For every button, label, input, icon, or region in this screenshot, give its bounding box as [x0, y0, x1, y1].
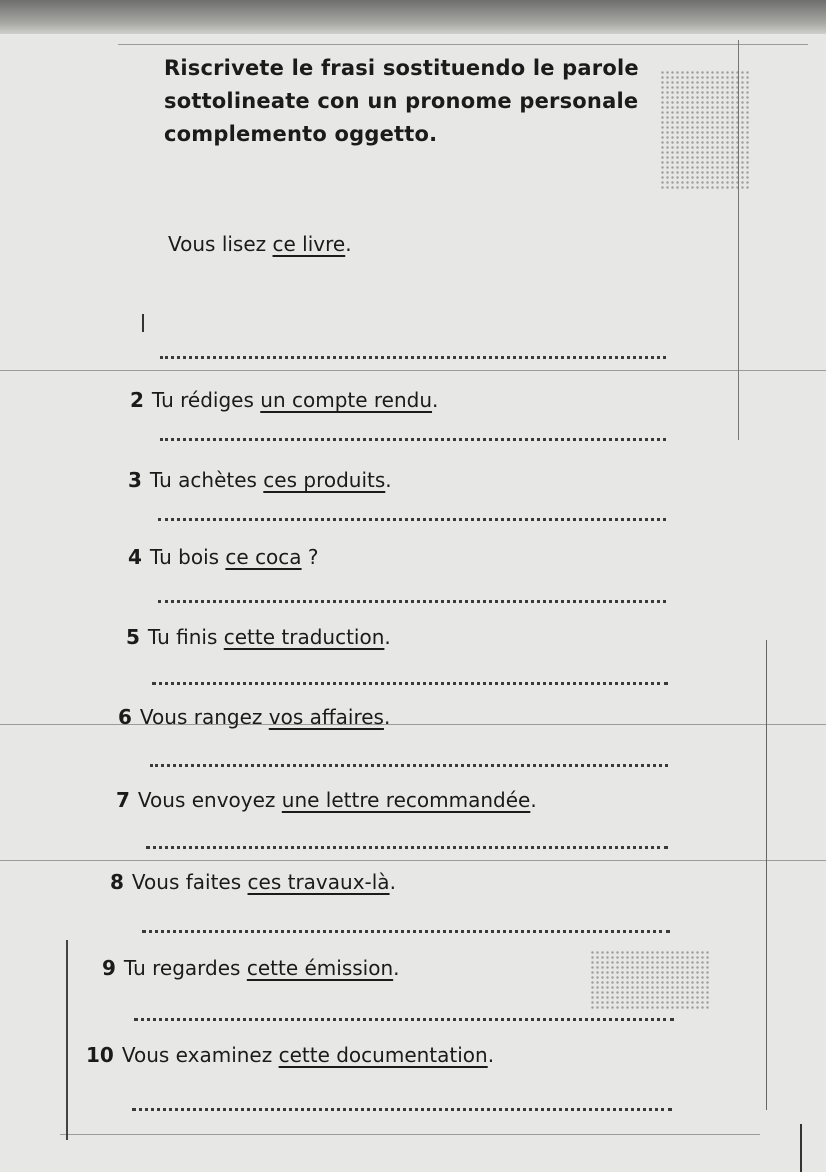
ruled-line — [60, 1134, 760, 1135]
item-text: Vous envoyez — [137, 788, 282, 812]
exercise-instructions: Riscrivete le frasi sostituendo le parole sottolineate con un pronome personale complemento oggetto. — [164, 56, 639, 146]
item-text: Tu achètes — [149, 468, 264, 492]
underlined-words: ce coca — [225, 545, 302, 569]
answer-line[interactable] — [142, 930, 670, 933]
exercise-item — [102, 956, 400, 980]
item-text: Vous rangez — [139, 705, 269, 729]
exercise-item — [126, 625, 391, 649]
paper-edge — [766, 640, 767, 1110]
item-number: 9 — [102, 956, 116, 980]
exercise-item — [128, 468, 392, 492]
print-noise — [590, 950, 710, 1010]
underlined-words: cette émission — [246, 956, 394, 980]
underlined-words: vos affaires — [268, 705, 384, 729]
item-text: Vous faites — [131, 870, 248, 894]
item-punctuation: . — [393, 956, 400, 980]
exercise-item — [128, 545, 319, 569]
answer-line[interactable] — [150, 764, 668, 767]
item-text: Vous lisez — [168, 232, 273, 256]
paper-edge — [66, 940, 68, 1140]
item-number: 7 — [116, 788, 130, 812]
exercise-item — [116, 788, 537, 812]
item-text: Tu bois — [149, 545, 226, 569]
exercise-item — [118, 705, 390, 729]
item-number: 5 — [126, 625, 140, 649]
pen-mark — [142, 314, 144, 332]
item-number: 8 — [110, 870, 124, 894]
item-punctuation: . — [384, 625, 391, 649]
item-punctuation: . — [383, 705, 391, 729]
underlined-words: cette traduction — [223, 625, 385, 649]
answer-line[interactable] — [158, 518, 666, 521]
exercise-item — [160, 232, 352, 256]
exercise-item — [110, 870, 396, 894]
underlined-words: ces produits — [263, 468, 386, 492]
pen-mark — [800, 1124, 802, 1172]
item-text: Tu regardes — [123, 956, 247, 980]
item-punctuation: . — [389, 870, 396, 894]
item-text: Vous examinez — [121, 1043, 279, 1067]
underlined-words: un compte rendu — [260, 388, 433, 412]
answer-line[interactable] — [152, 682, 668, 685]
item-text: Tu finis — [147, 625, 224, 649]
underlined-words: une lettre recommandée — [281, 788, 531, 812]
item-number: 2 — [130, 388, 144, 412]
item-text: Tu rédiges — [151, 388, 261, 412]
answer-line[interactable] — [160, 356, 666, 359]
item-number: 3 — [128, 468, 142, 492]
item-punctuation: . — [385, 468, 392, 492]
answer-line[interactable] — [158, 600, 666, 603]
item-punctuation: . — [530, 788, 537, 812]
item-number: 4 — [128, 545, 142, 569]
answer-line[interactable] — [132, 1108, 672, 1111]
underlined-words: ce livre — [272, 232, 346, 256]
item-punctuation: . — [432, 388, 439, 412]
item-number: 10 — [86, 1043, 114, 1067]
item-number: 6 — [118, 705, 132, 729]
answer-line[interactable] — [134, 1018, 674, 1021]
underlined-words: ces travaux-là — [247, 870, 390, 894]
item-punctuation: . — [487, 1043, 495, 1067]
exercise-item — [130, 388, 438, 412]
ruled-line — [0, 370, 826, 371]
underlined-words: cette documentation — [278, 1043, 488, 1067]
item-punctuation: ? — [301, 545, 319, 569]
ruled-line — [118, 44, 808, 45]
item-punctuation: . — [345, 232, 352, 256]
exercise-item — [86, 1043, 494, 1067]
answer-line[interactable] — [146, 846, 668, 849]
answer-line[interactable] — [160, 438, 666, 441]
ruled-line — [0, 860, 826, 861]
